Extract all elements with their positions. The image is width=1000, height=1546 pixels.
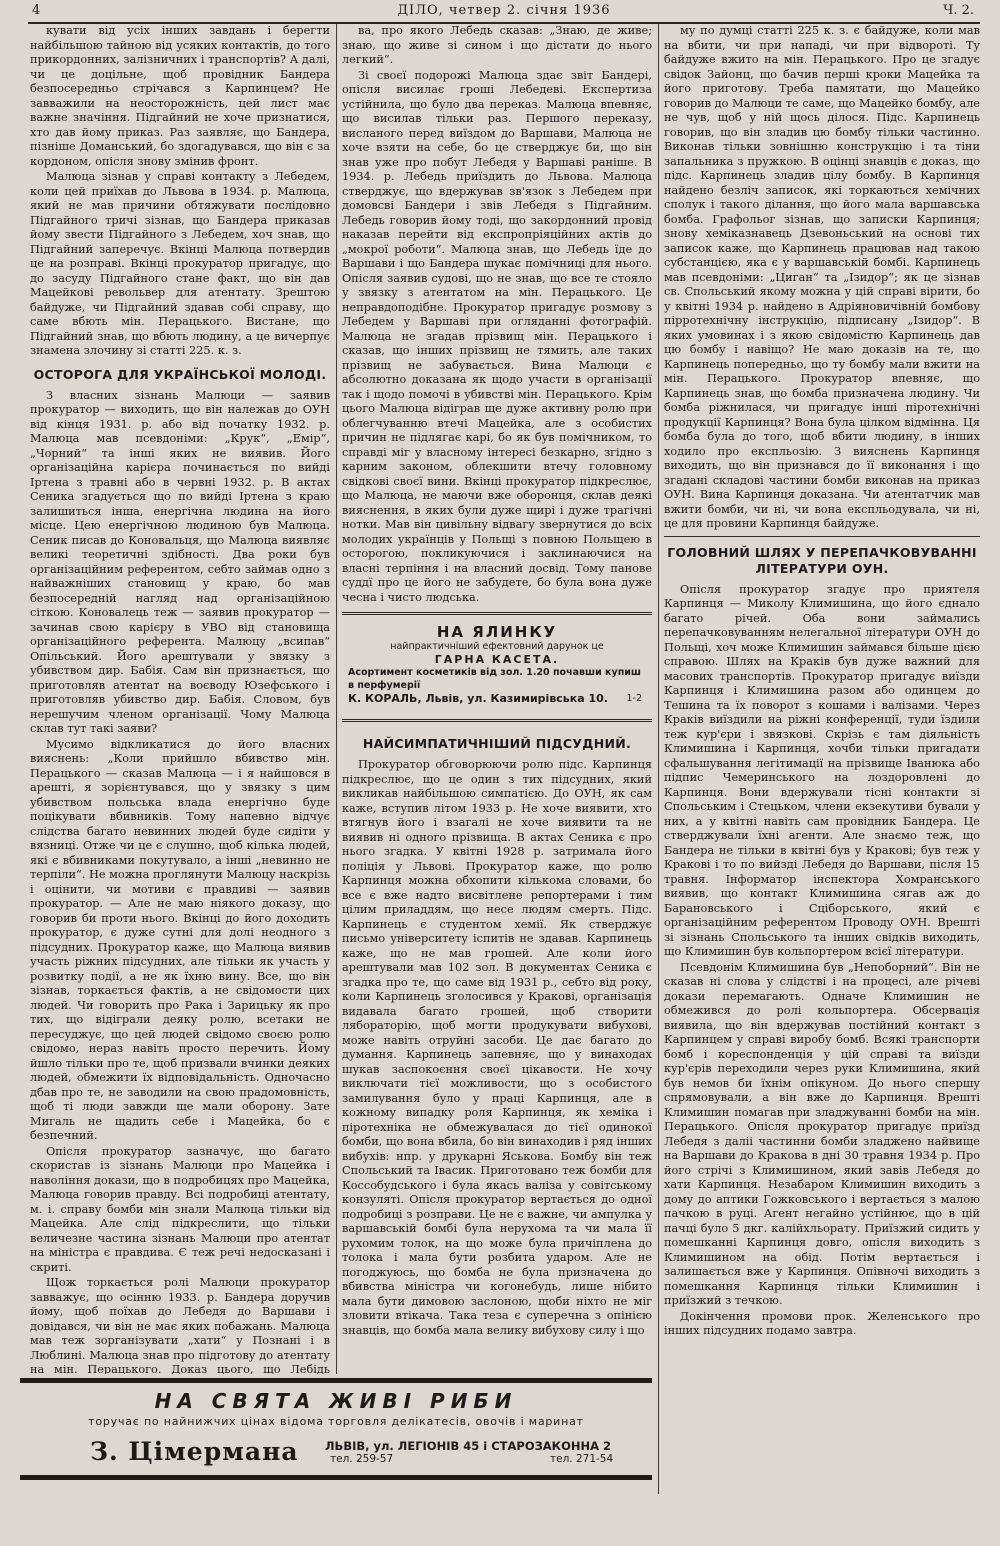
paragraph: Зі своєї подорожі Малюца здає звіт Бандері, опісля висилає гроші Лебедеві. Експертиза устійнила, що було два переказ. Малюца впевняє, що висилав тільки раз. Першого переказу, висланого перед виїздом до Варшави, Малюца не хоче взяти на себе, бо це стверджує би, що він знав уже про побут Лебедя у Варшаві раніше. В 1934. р. Лебедь приїздить до Львова. Малюца стверджує, що вдержував зв'язок з Лебедем при домовсві Бандери і звів Лебедя з Підгайним. Лебедь говорив йому тоді, що закордонний провід наказав перейти від експропріяційних актів до „мокрої роботи“. Малюца знав, що Лебедь їде до Варшави і що Бандера шукає помічниці для нього. Опісля заявив судові, що не знав, що все те стояло у звязку з атентатом на мін. Перацького. Це неправдоподібне. Прокуратор пригадує розмову з Лебедем у Варшаві при огляданні фотографій. Малюца не згадав прізвищ мін. Перацького і сказав, що інших прізвищ не тямить, але таких прізвищ не забувається. Вина Малюци є абсолютно доказана як щодо участи в організації так і щодо помочі в убивстві мін. Перацького. Крім цього Малюца відіграв ще дуже активну ролю при облегчуванню втечі Мацейка, але з особистих причин не підлягає карі, бо як був помічником, то справді міг у власному інтересі безкарно, згідно з карним законом, облекшити втечу головному свідкові своєї вини. Вкінці прокуратор підкреслює, що Малюца, не маючи вже оборонця, склав деякі вияснення, в яких були дуже щирі і дуже трагічні нотки. Мав він цивільну відвагу звернутися до всіх молодих українців у Польщі з повною Польщею в осторогою, покликуючися і заклинаючися на власні терпіння і на власний досвід. Тому панове суддї про це його не забудете, бо була вона дуже чесна і чисто людська. [342, 68, 652, 604]
ad-line: ГАРНА КАСЕТА. [434, 653, 560, 666]
paragraph: Щож торкається ролі Малюци прокуратор завважує, що осінню 1933. р. Бандера доручив йому, щоб поїхав до Лебедя до Варшави і довідався, чи він не має яких побажань. Малюца мав теж зорганізувати „хати“ у Познані і в Люблині. Малюца знав про підготову до атентату на мін. Перацького. Доказ цього, що Лебідь [30, 1276, 330, 1374]
ad-phone: тел. 271-54 [550, 1453, 614, 1465]
paragraph: Мусимо відкликатися до його власних вияснень: „Коли прийшло вбивство мін. Перацького — сказав Малюца — і я найшовся в арешті, я зорієнтувався, що у звязку з цим убивством польська влада енергічно буде поцікувати вбивників. Тому напевно відчує слідства багато невинних людей буде сидіти у вязниці. Отже чи це є слушно, щоб кілька людей, які є вбивниками покутувало, а інші „невинно не терпіли“. Не можна проглянути Малюцу наскрізь і оцінити, чи мотиви є правдиві — заявив прокуратор. — Але не маю ніякого доказу, що говорив би проти нього. Вкінці до його доходить прокуратор, є дуже сутні для долі неодного з підсудних. Прокуратор каже, що Малюца виявив участь ріжних підсудних, але тільки як участь у розвитку події, а не як їхню вину. Все, що він зізнав, торкається фактів, а не свідомости цих людей. Чи говорить про Рака і Зарицьку як про тих, що відіграли деяку ролю, всетаки не пересуджує, що цей людей свідомо своєю ролю свідомо, нераз навіть просто перечить. Йому йшло тільки про те, щоб призвали вчинки деяких людей, обмежити їх відповідальність. Одночасно дбав про те, не заводили на свою прадомовність, щоб ті люди завжди ще мали оборону. Зате Мигаль не щадить себе і Мацейка, бо є безпечний. [30, 737, 330, 1142]
divider [664, 536, 980, 537]
ad-line: Асортимент косметиків від зол. 1.20 почавши купиш [348, 667, 642, 678]
ad-company-name: З. Цімермана [90, 1437, 299, 1466]
column-1 [30, 24, 330, 1374]
paragraph: Прокуратор обговорюючи ролю підс. Карпинця підкреслює, що це один з тих підсудних, який викликав найбільшою симпатією. До ОУН, як сам каже, вступив літом 1933 р. Не хоче виявити, хто втягнув його і взагалі не хоче виявити та не виявив ні одного прізвища. В актах Сеника є про нього згадка. У квітні 1928 р. затримала його поліція у Львові. Прокуратор каже, що ролю Карпинця можна обхопити кількома словами, бо все є вже надто висвітлене репортерами і тим цілим приладдям, що несе людям смерть. Підс. Карпинець є студентом хемії. Як стверджує письмо університету іспитів не здавав. Карпинець каже, що не мав грошей. Але коли його арештували мав 102 зол. В документах Сеника є згадка про те, що саме від 1931 р., себто від року, коли Карпинець зголосився у Кракові, організація видавала багато грошей, щоб створити лябораторію, щоб могти продукувати вибухові, може навіть отруйні засоби. Це дає багато до думання. Карпинець запевняє, що у винаходах шукав заспокоєння своєї цікавости. Не хочу виключати тієї можливости, що з особистого замилування було у праці Карпинця, але в кожному випадку роля Карпинця, як хеміка і піротехніка не обмежувалася до тієї одинокої бомби, що вона вбила, бо він винаходив і ряд інших вибухів: нпр. у друкарні Яськова. Бомбу він теж Спольський та Івасик. Приготовано теж бомби для Коссобудського і була якась валіза у совітському конзуляті. Опісля прокуратор вертається до одної подробиці з розправи. Це не є важне, чи ампулка у варшавській бомбі була нерухома та чи мала її рухомим толок, на що може була причіплена до толока і мала бути розбита ударом. Але не погоджуюсь, що бомба не була призначена до вбивства міністра чи когонебудь, лише нібито мала бути димовою заслоною, щоби ніхто не міг зловити втікача. Така теза є суперечна з опінією знавців, що бомба мала велику вибухову силу і що [342, 758, 652, 1337]
ad-code: 1-2 [626, 693, 642, 704]
paragraph: Малюца зізнав у справі контакту з Лебедем, коли цей приїхав до Львова в 1934. р. Малюца, який не мав причини обтяжувати послідовно Підгайного тричі зізнав, що Бандера приказав йому звести Підгайного з Лебедем, хоч знав, що Підгайний заперечує. Вкінці Малюца потвердив це на розправі. Вкінці прокуратор пригадує, що до засуду Підгайного стане факт, що він дав Мацейкові револьвер для атентату. Зрештою байдуже, чи Підгайний здавав собі справу, що саме вбють мін. Перацького. Вистане, що Підгайний знав, що вбють людину, а це вичерпує знамена злочину зі статті 225. к. з. [30, 170, 330, 357]
page-number: 4 [32, 3, 41, 18]
paragraph: ва, про якого Лебедь сказав: „Знаю, де живе; знаю, що живе зі сином і що дістати до нього легкий“. [342, 24, 652, 66]
section-heading: НАЙСИМПАТИЧНІШИЙ ПІДСУДНИЙ. [362, 736, 632, 751]
column-rule [336, 24, 337, 1374]
paragraph: му по думці статті 225 к. з. є байдуже, коли мав на вбити, чи при нападі, чи при відвороті. Ту байдуже вжито на мін. Перацького. Про це згадує свідок Зайонц, що бачив перші кроки Мацейка та його приготову. Треба памятати, що Мацейко говорив до Малюци те саме, що Мацейко бомбу, але не чув, щоб у ній щось ділося. Підс. Карпинець говорив, що він зладив цю бомбу тільки частинно. Виконав тільки зовнішню конструкцію і та тіни запальника з пружкою. В оцінці знавців є доказ, що підс. Карпинець зладив цілу бомбу. В Карпинця найдено безліч записок, які торкаються хемічних сполук і такого ділання, що його мала варшавська бомба. Графольог зізнав, що записки Карпинця; знову хеміказнавець Дзевоньський на основі тих записок каже, що Карпинець працював над такою субстанцією, яка є у варшавській бомбі. Карпинець мав псевдоніми: „Циган“ та „Ізидор“; як це зізнав св. Спольський якому можна у цій справі вірити, бо у квітні 1934 р. найдено в Адріяновичівній бомбову пірротехнічну інструкцію, підписану „Ізидор“. В яких умовинах і з якою свідомістю Карпинець дав цю бомбу і навіщо? Не маю доказів на те, що Карпинець попередньо, що ту бомбу мали вжити на мін. Перацького. Прокуратор впевняє, що Карпинець знав, що бомба призначена людину. Чи бомба ріжнилася, чи пригадує інші піротехнічні продукції Карпинця? Вона була цілком відмінна. Ця бомба була до того, щоб вбити людину, в інших ходило про експльозію. З вияснень Карпинця виходить, що він признався до її виконання і що згадані складові частини бомби виконав на приказ ОУН. Вина Карпинця доказана. Чи атентатчик мав вжити бомби, чи ні, чи вона експльодувала, чи ні, це для провини Карпинця байдуже. [664, 24, 980, 530]
newspaper-title: ДІЛО, четвер 2. січня 1936 [397, 3, 611, 18]
ad-line: в перфумерії [348, 680, 421, 691]
paragraph: Докінчення промови прок. Желенського про інших підсудних подамо завтра. [664, 1309, 980, 1337]
masthead [28, 2, 980, 24]
advertisement-live-fish [20, 1378, 652, 1480]
advertisement-christmas-tree [342, 612, 652, 722]
column-3 [664, 24, 980, 1494]
issue-number: Ч. 2. [943, 3, 974, 18]
column-rule [658, 24, 659, 1494]
section-heading: ГОЛОВНИЙ ШЛЯХ У ПЕРЕПАЧКОВУВАННІ ЛІТЕРАТУРИ ОУН. [667, 544, 977, 576]
column-2 [342, 24, 652, 606]
paragraph: З власних зізнань Малюци — заявив прокуратор — виходить, що він належав до ОУН від кінця 1931. р. або від початку 1932. р. Малюца мав псевдоніми: „Крук“, „Емір“, „Чорний“ та інші яких не виявив. Його організаційна карієра починається по вийді Іртена з травні або в червні 1932. р. В актах Сеника згадується що по вийді Іртена з краю залишиться інша, енергічна людина на його місце. Цею енергічною людиною був Малюца. Сеник писав до Коновальця, що Малюца виявляє великі теоретичні здібності. Два роки був організаційним референтом, себто займав одно з найважніших становищ у краю, бо мав безпосередній нагляд над організаційною сіткою. Коновалець теж — заявив прокуратор — зачинав свою карієру в УВО від становища організаційного референта. Малюцу „всипав“ Опільський. Його арештували у звязку з убивством дир. Бабія. Сам він признається, що приготовляв атентат на воєводу Юзефського і приготовляв убивство дир. Бабія. Словом, був нерешучим членом організації. Чому Малюца склав тут такі заяви? [30, 388, 330, 735]
ad-headline: НА СВЯТА ЖИВІ РИБИ [154, 1389, 518, 1413]
paragraph: Псевдонім Климишина був „Непоборний“. Він не сказав ні слова у слідстві і на процесі, але річеві докази перемагають. Одначе Климишин не обмежився до ролі кольпортера. Обсервація виявила, що він вдержував постійний контакт з Карпинцем у справі виробу бомб. Всякі транспорти бомб і кореспонденція у цій справі та виїзди кур'єрів переходили через руки Климишина, який був немов би їхнім опікуном. До нього спершу спрямовували, а він вже до Карпинця. Врешті Климишин помагав при зладжуванні бомби на мін. Перацького. Опісля прокуратор пригадує приїзд Лебедя з даліі частинни бомби зладжено найвище на Варшави до Кракова в дні 30 травня 1934 р. Про його стрічі з Климишином, який завів Лебедя до хати Карпинця. Незабаром Климишин виходить з дому до аптики Гожковського і вертається з малою пачкою в руці. Агент негайно устійнює, що в цій пачці було 5 дкг. калійхльорату. Приїзжий сидить у помешканні Карпинця довго, опісля виходить з Климишином на обід. Потім вертається і залишається вже у Карпинця. Опівночі виходить з помешкання Карпинця тільки Климишин і приїзжий з течкою. [664, 960, 980, 1307]
ad-address: К. КОРАЛЬ, Львів, ул. Казимирівська 10. [348, 692, 608, 705]
ad-line: найпрактичніший ефектовний дарунок це [390, 641, 604, 652]
ad-subline: торучає по найнижчих цінах відома торговля делікатесів, овочів і маринат [88, 1415, 584, 1428]
ad-title: НА ЯЛИНКУ [436, 623, 558, 641]
paragraph: Опісля прокуратор зазначує, що багато скористав із зізнань Малюци про Мацейка і навоління докази, що в подробицях про Мацейка, Малюца говорив правду. Всі подробиці атентату, м. і. справу бомби мін знали Малюца тільки від Мацейка. Але слід підкреслити, що тільки величезне частина зізнань Малюци про атентат на міністра є правдива. Є теж речі недосказані і скриті. [30, 1144, 330, 1274]
column-2-lower [342, 728, 652, 1374]
paragraph: кувати від усіх інших завдань і берегти найбільшою тайною від усяких контактів, до того прикордонних, залізничних і транспортів? А далі, чи це доцільне, щоб провідник Бандера безпосередньо стрічався з Карпинцем? Не завважили на неосторожність, цей лист має важне значіння. Підгайний не хоче признатися, хто дав йому приказ. Раз заявляє, що Бандера, пізніше Доманський, бо здогадувався, що він є за кордоном, опісля знову змінив фронт. [30, 24, 330, 168]
ad-address-line [342, 692, 652, 706]
paragraph: Опісля прокуратор згадує про приятеля Карпинця — Миколу Климишина, що його єднало багато річей. Оба вони займались перепачковуванням нелегальної літератури ОУН до Польщі, хоч може Климишин займався більше цією справою. Шлях на Краків був дуже важний для масових транспортів. Прокуратор пригадує виїзди Карпинця і Климишина разом або одинцем до Тешина та їх поворот з кошами і валізами. Через Краків виїздили на ріжні конференції, туди їздили теж кур'єри і звязкові. Скрізь є там діяльність Климишина і Карпинця, хочби тільки пригадати сфальшування легітимації на прізвище Іванюка або підпис Чемеринського на лоздоровлені до Карпинця. Вони вдержували тісні контакти зі Спольським і Стецьком, члени екзекутиви бували у них, а у квітні навіть сам провідник Бандера. Це стверджували їхні агенти. Але знаємо теж, що Бандера не тільки в квітні був у Кракові; був теж у Кракові і то по вийзді Лебедя до Варшави, після 15 травня. Інформатор інспектора Хомранського виявив, що контакт Климишина сягав аж до Барановського і Сціборського, який є організаційним референтом Проводу ОУН. Врешті зі зізнань Спольського та інших свідків виходить, що Климишин був кольпортером всієї літератури. [664, 582, 980, 958]
ad-address: ЛЬВІВ, ул. ЛЕГІОНІВ 45 і СТАРОЗАКОННА 2 [325, 1439, 611, 1453]
section-heading: ОСТОРОГА ДЛЯ УКРАЇНСЬКОЇ МОЛОДІ. [33, 366, 327, 382]
ad-phone: тел. 259-57 [330, 1453, 394, 1465]
